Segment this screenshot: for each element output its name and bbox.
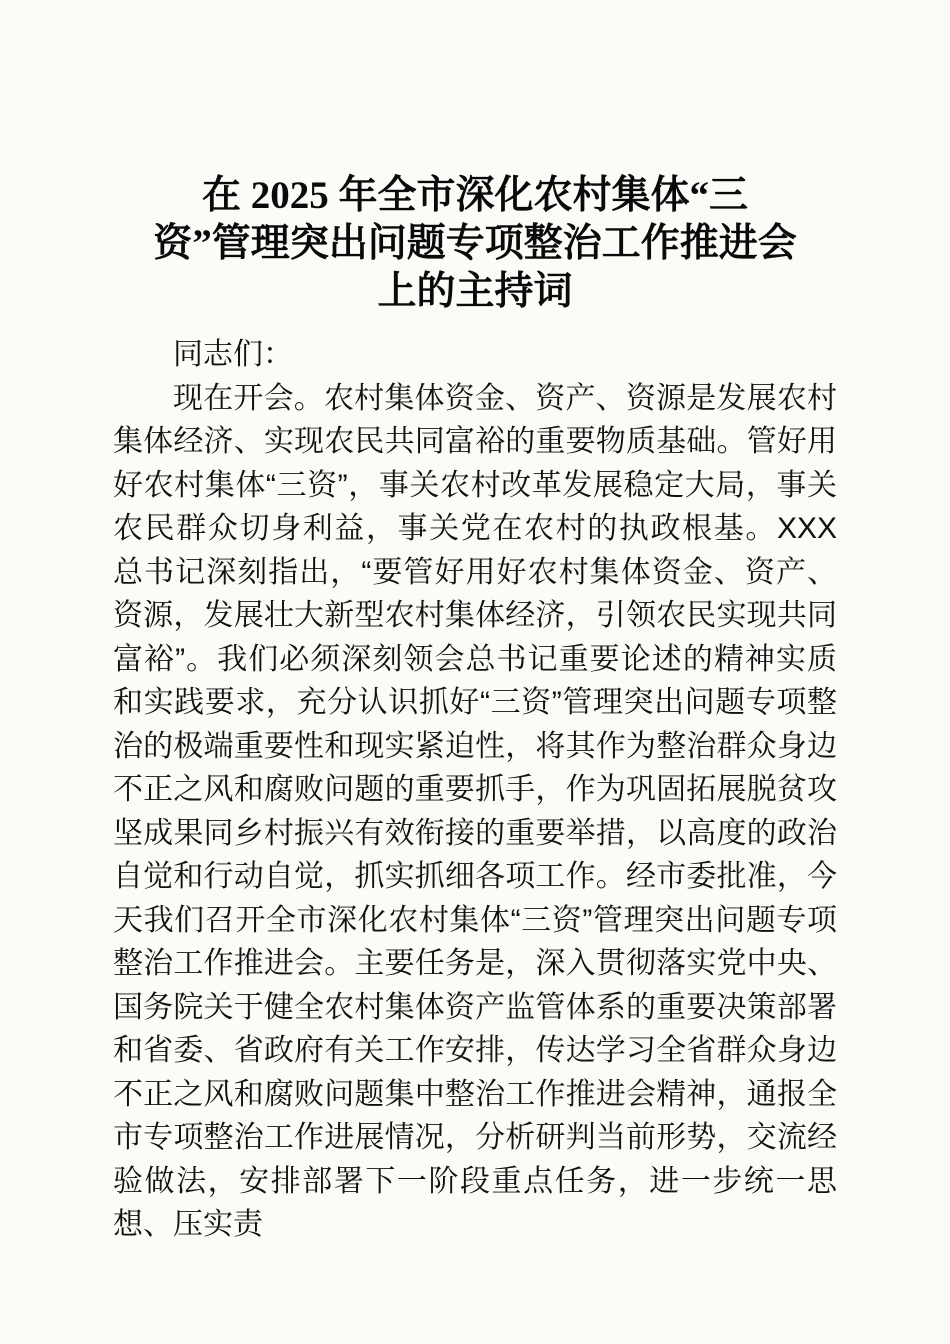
title-line-3: 上的主持词 — [377, 270, 573, 313]
paragraph-salutation: 同志们： — [173, 338, 293, 371]
document-content — [113, 0, 837, 1247]
title-line-1: 在 2025 年全市深化农村集体“三 — [201, 174, 748, 217]
title-line-2: 资”管理突出问题专项整治工作推进会 — [153, 222, 797, 265]
paragraph-main: 现在开会。农村集体资金、资产、资源是发展农村集体经济、实现农民共同富裕的重要物质基础。管好用好农村集体“三资”，事关农村改革发展稳定大局，事关农民群众切身利益，事关党在农村的执政根基。XXX 总书记深刻指出，“要管好用好农村集体资金、资产、资源，发展壮大新型农村集体经济，引领农民实现共同富裕”。我们必须深刻领会总书记重要论述的精神实质和实践要求，充分认识抓好“三资”管理突出问题专项整治的极端重要性和现实紧迫性，将其作为整治群众身边不正之风和腐败问题的重要抓手，作为巩固拓展脱贫攻坚成果同乡村振兴有效衔接的重要举措，以高度的政治自觉和行动自觉，抓实抓细各项工作。经市委批准，今天我们召开全市深化农村集体“三资”管理突出问题专项整治工作推进会。主要任务是，深入贯彻落实党中央、国务院关于健全农村集体资产监管体系的重要决策部署和省委、省政府有关工作安排，传达学习全省群众身边不正之风和腐败问题集中整治工作推进会精神，通报全市专项整治工作进展情况，分析研判当前形势，交流经验做法，安排部署下一阶段重点任务，进一步统一思想、压实责 — [113, 381, 837, 1241]
document-title — [113, 0, 837, 316]
document-body — [113, 333, 837, 1247]
